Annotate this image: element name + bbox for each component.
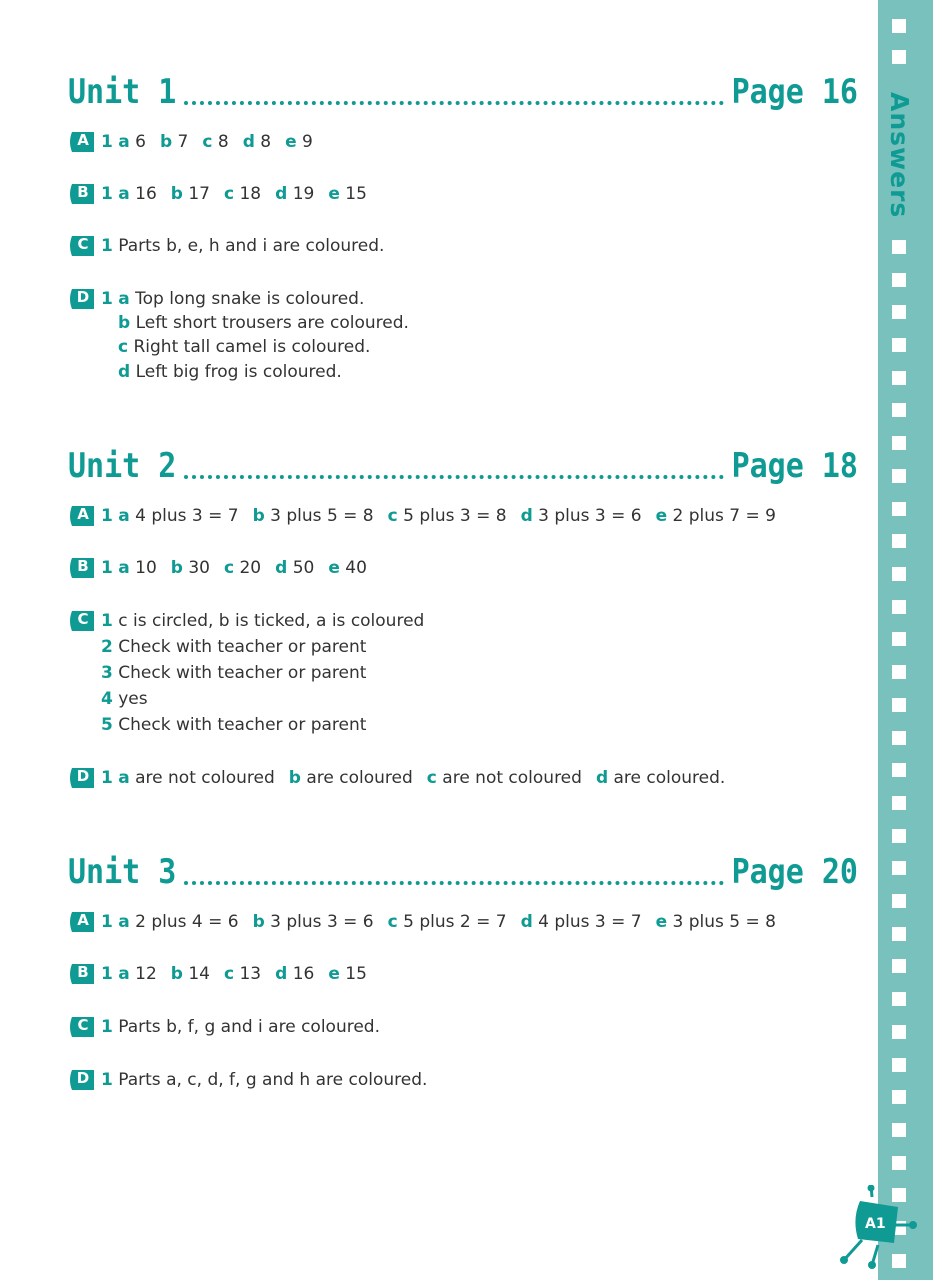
- unit-1-header: [68, 72, 858, 112]
- film-hole: [892, 632, 906, 646]
- film-hole: [892, 600, 906, 614]
- film-hole: [892, 305, 906, 319]
- question-tag-icon: C: [68, 232, 96, 260]
- answer-line: 1 a 4 plus 3 = 7 b 3 plus 5 = 8 c 5 plus 3 = 8 d 3 plus 3 = 6 e 2 plus 7 = 9: [101, 506, 776, 526]
- film-hole: [892, 1156, 906, 1170]
- side-strip: [878, 0, 933, 1280]
- film-hole: [892, 959, 906, 973]
- mascot-page-marker-icon: [838, 1185, 920, 1269]
- answer-line: 1 a 16 b 17 c 18 d 19 e 15: [101, 184, 367, 204]
- film-hole: [892, 469, 906, 483]
- film-hole: [892, 50, 906, 64]
- film-hole: [892, 1090, 906, 1104]
- film-hole: [892, 502, 906, 516]
- unit-title: Unit 3: [68, 852, 177, 892]
- film-hole: [892, 240, 906, 254]
- answer-line: d Left big frog is coloured.: [118, 362, 342, 382]
- unit-page: Page 18: [731, 446, 858, 486]
- film-hole: [892, 534, 906, 548]
- film-hole: [892, 1058, 906, 1072]
- answer-line: b Left short trousers are coloured.: [118, 313, 409, 333]
- answer-line: 1 Parts b, e, h and i are coloured.: [101, 236, 385, 256]
- film-hole: [892, 1025, 906, 1039]
- unit-3-header: [68, 852, 858, 892]
- answer-line: 3 Check with teacher or parent: [101, 663, 367, 683]
- film-hole: [892, 1123, 906, 1137]
- question-tag-icon: D: [68, 1066, 96, 1094]
- film-hole: [892, 567, 906, 581]
- answers-label: Answers: [884, 92, 914, 232]
- answer-line: c Right tall camel is coloured.: [118, 337, 371, 357]
- film-hole: [892, 763, 906, 777]
- question-tag-icon: C: [68, 607, 96, 635]
- answer-line: 1 a 12 b 14 c 13 d 16 e 15: [101, 964, 367, 984]
- film-hole: [892, 796, 906, 810]
- film-hole: [892, 992, 906, 1006]
- film-hole: [892, 861, 906, 875]
- leader-dots: [184, 101, 723, 105]
- unit-title: Unit 1: [68, 72, 177, 112]
- question-tag-icon: B: [68, 554, 96, 582]
- film-hole: [892, 338, 906, 352]
- answer-line: 5 Check with teacher or parent: [101, 715, 367, 735]
- page-number: A1: [865, 1216, 886, 1232]
- unit-page: Page 20: [731, 852, 858, 892]
- question-tag-icon: A: [68, 502, 96, 530]
- answer-line: 1 c is circled, b is ticked, a is coloured: [101, 611, 425, 631]
- unit-title: Unit 2: [68, 446, 177, 486]
- question-tag-icon: D: [68, 285, 96, 313]
- question-tag-icon: A: [68, 128, 96, 156]
- film-hole: [892, 731, 906, 745]
- film-hole: [892, 665, 906, 679]
- answer-line: 1 a 6 b 7 c 8 d 8 e 9: [101, 132, 313, 152]
- unit-2-header: [68, 446, 858, 486]
- question-tag-icon: A: [68, 908, 96, 936]
- question-tag-icon: B: [68, 180, 96, 208]
- film-hole: [892, 403, 906, 417]
- leader-dots: [184, 881, 723, 885]
- film-hole: [892, 19, 906, 33]
- answer-line: 2 Check with teacher or parent: [101, 637, 367, 657]
- answer-line: 1 a Top long snake is coloured.: [101, 289, 365, 309]
- question-tag-icon: B: [68, 960, 96, 988]
- film-hole: [892, 436, 906, 450]
- answer-line: 4 yes: [101, 689, 148, 709]
- answer-line: 1 Parts b, f, g and i are coloured.: [101, 1017, 380, 1037]
- film-hole: [892, 273, 906, 287]
- film-hole: [892, 894, 906, 908]
- answer-line: 1 a 2 plus 4 = 6 b 3 plus 3 = 6 c 5 plus 2 = 7 d 4 plus 3 = 7 e 3 plus 5 = 8: [101, 912, 776, 932]
- film-hole: [892, 371, 906, 385]
- answer-line: 1 a are not coloured b are coloured c are not coloured d are coloured.: [101, 768, 726, 788]
- film-hole: [892, 698, 906, 712]
- leader-dots: [184, 475, 723, 479]
- film-hole: [892, 927, 906, 941]
- answer-line: 1 a 10 b 30 c 20 d 50 e 40: [101, 558, 367, 578]
- film-hole: [892, 829, 906, 843]
- unit-page: Page 16: [731, 72, 858, 112]
- answer-line: 1 Parts a, c, d, f, g and h are coloured.: [101, 1070, 428, 1090]
- question-tag-icon: C: [68, 1013, 96, 1041]
- question-tag-icon: D: [68, 764, 96, 792]
